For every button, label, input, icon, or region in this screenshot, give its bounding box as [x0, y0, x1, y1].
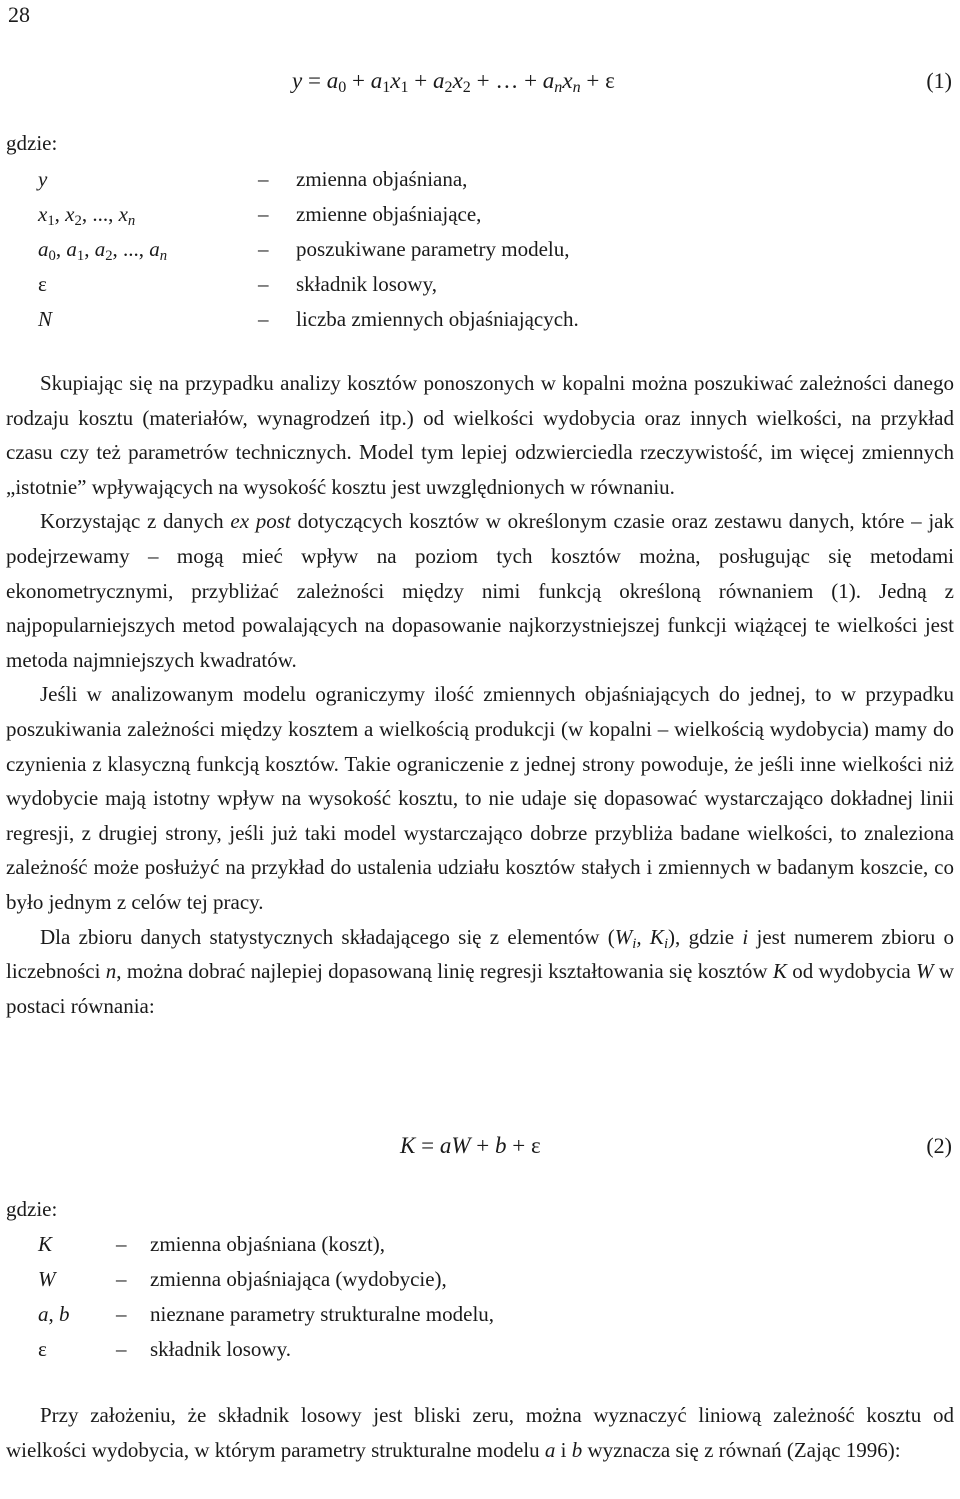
- equation-1-number: (1): [926, 68, 952, 93]
- definition2-symbol-K: K: [38, 1232, 53, 1256]
- paragraph-3: Jeśli w analizowanym modelu ograniczymy ilość zmiennych objaśniających do jednej, to w przypadku poszukiwania zależności między kosztem a wielkością produkcji (w kopalni – wielkością wydobycia) mamy do czynienia z klasyczną funkcją kosztów. Takie ograniczenie z jednej strony powoduje, że jeśli inne wielkości niż wydobycie mają istotny wpływ na wysokość kosztu, to nie udaje się dopasować wystarczająco dokładnej linii regresji, z drugiej strony, jeśli już taki model wystarczająco dobrze przybliża badane wielkości, to znaleziona zależność może posłużyć na przykład do ustalenia udziału kosztów stałych i zmiennych w badanym koszcie, co było jednym z celów tej pracy.: [6, 682, 954, 914]
- definition-dash: –: [258, 202, 269, 226]
- paragraph-4: Dla zbioru danych statystycznych składającego się z elementów ($W_i$, $K_i$), gdzie i jest numerem zbioru o liczebności n, można dobrać najlepiej dopasowaną linię regresji kształtowania się kosztów K od wydobycia W w postaci równania:: [6, 924, 954, 1018]
- definition2-symbol-ab: a, b: [38, 1302, 70, 1326]
- definition-dash: –: [258, 237, 269, 261]
- paragraph-2: Korzystając z danych ex post dotyczących kosztów w określonym czasie oraz zestawu danych, które – jak podejrzewamy – mogą mieć wpływ na poziom tych kosztów można, posługując się metodami ekonometrycznymi, przybliżać zależności między nimi funkcją określoną równaniem (1). Jedną z najpopularniejszych metod powalających na dopasowanie najkorzystniejszej funkcji wiążącej te wielkości jest metoda najmniejszych kwadratów.: [6, 509, 954, 672]
- definition2-text: zmienna objaśniana (koszt),: [150, 1232, 385, 1256]
- definition2-symbol-epsilon: ε: [38, 1337, 47, 1361]
- definition-symbol-a: $a_0$, $a_1$, $a_2$, ..., $a_n$: [38, 237, 168, 264]
- definition2-text: nieznane parametry strukturalne modelu,: [150, 1302, 495, 1326]
- paragraph-1: Skupiając się na przypadku analizy kosztów ponoszonych w kopalni można poszukiwać zależności danego rodzaju kosztu (materiałów, wynagrodzeń itp.) od wielkości wydobycia oraz innych wielkości, na przykład czasu czy też parametrów technicznych. Model tym lepiej odzwierciedla rzeczywistość, im więcej zmiennych „istotnie” wpływających na wysokość kosztu jest uwzględnionych w równaniu.: [6, 371, 954, 499]
- definition2-symbol-W: W: [38, 1267, 56, 1291]
- definition2-dash: –: [116, 1302, 127, 1326]
- definition-dash: –: [258, 272, 269, 296]
- definition2-text: zmienna objaśniająca (wydobycie),: [150, 1267, 447, 1291]
- equation-2: K = aW + b + ε: [400, 1133, 541, 1158]
- definition-text: poszukiwane parametry modelu,: [296, 237, 570, 261]
- body-text: [6, 366, 954, 1023]
- definition-symbol-y: y: [38, 167, 48, 191]
- gdzie-label-2: gdzie:: [6, 1197, 58, 1221]
- equation-1: $y = a_0 + a_1x_1 + a_2x_2$ + … + $a_nx_n + \varepsilon$: [292, 68, 615, 96]
- equation-2-number: (2): [926, 1133, 952, 1158]
- definition-text: składnik losowy,: [296, 272, 437, 296]
- definition-dash: –: [258, 307, 269, 331]
- definition-symbol-x: $x_1$, $x_2$, ..., $x_n$: [38, 202, 136, 229]
- final-paragraph: [6, 1398, 954, 1467]
- page-number: 28: [8, 2, 30, 27]
- definition-text: liczba zmiennych objaśniających.: [296, 307, 579, 331]
- definition2-dash: –: [116, 1232, 127, 1256]
- definition-symbol-N: N: [38, 307, 53, 331]
- paragraph-5: Przy założeniu, że składnik losowy jest bliski zeru, można wyznaczyć liniową zależność kosztu od wielkości wydobycia, w którym parametry strukturalne modelu a i b wyznacza się z równań (Zając 1996):: [6, 1403, 954, 1462]
- definition-text: zmienne objaśniające,: [296, 202, 482, 226]
- definition2-dash: –: [116, 1267, 127, 1291]
- definition-dash: –: [258, 167, 269, 191]
- gdzie-label-1: gdzie:: [6, 131, 58, 155]
- definition2-dash: –: [116, 1337, 127, 1361]
- definition-text: zmienna objaśniana,: [296, 167, 468, 191]
- definition-symbol-epsilon: ε: [38, 272, 47, 296]
- definition2-text: składnik losowy.: [150, 1337, 291, 1361]
